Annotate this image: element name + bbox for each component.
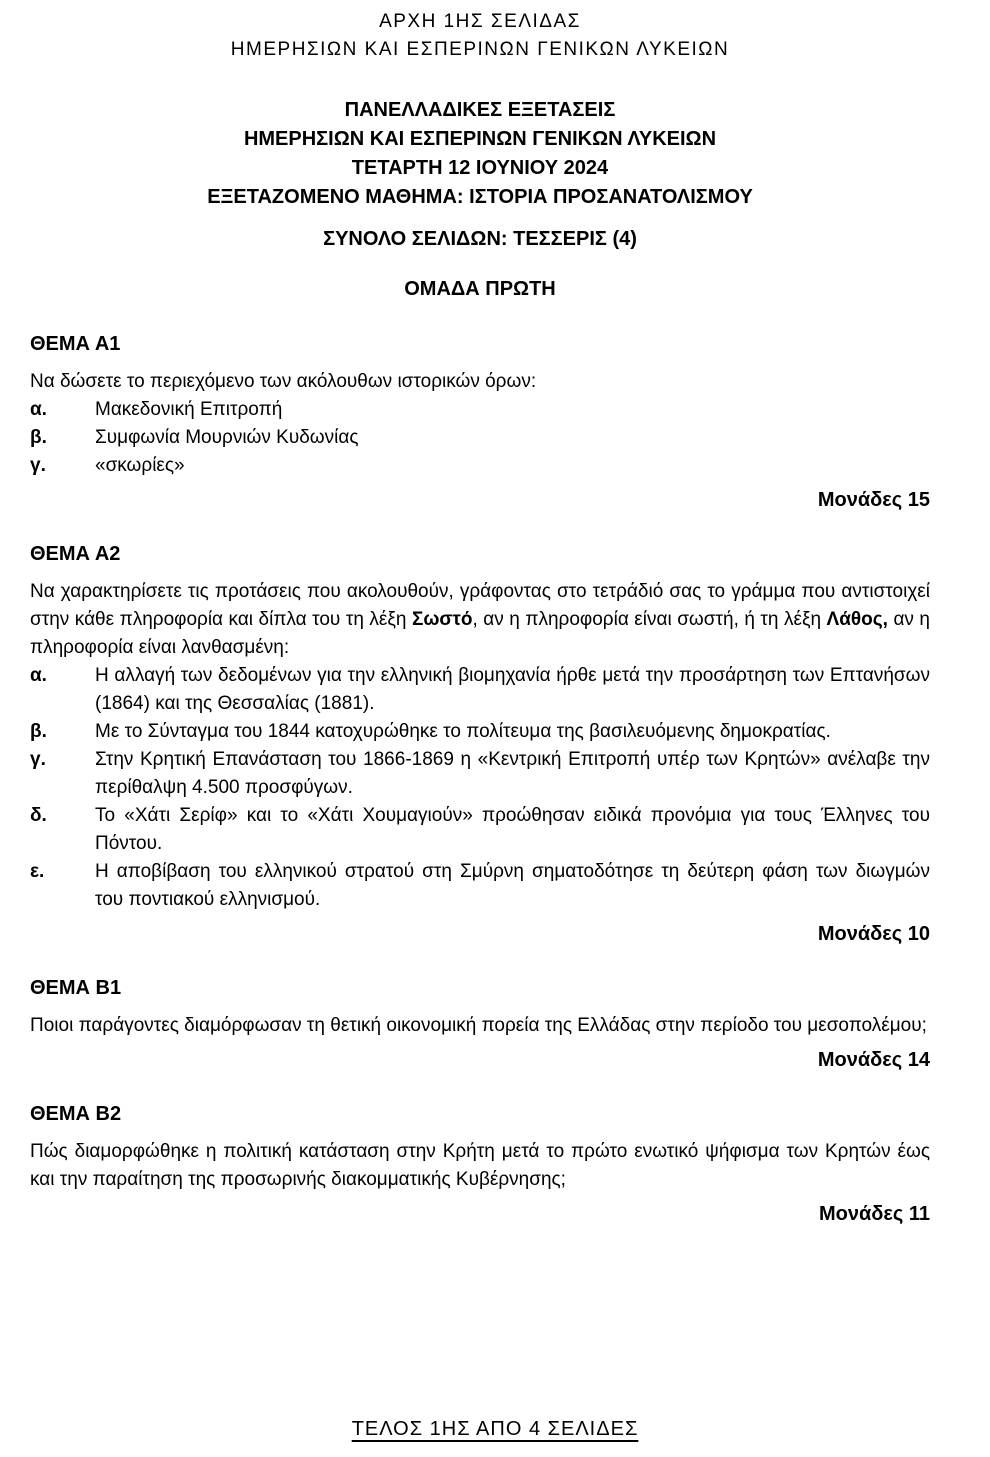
page-footer: ΤΕΛΟΣ 1ΗΣ ΑΠΟ 4 ΣΕΛΙΔΕΣ (351, 1418, 639, 1440)
points-b2: Μονάδες 11 (818, 1203, 930, 1225)
item-marker: β. (30, 721, 47, 742)
section-thema-b2 (30, 1100, 930, 1228)
list-item (30, 662, 930, 718)
list-item (30, 858, 930, 914)
section-thema-b1 (30, 974, 930, 1074)
list-item (30, 718, 930, 746)
item-marker: β. (30, 427, 47, 448)
thema-a1-title: ΘΕΜΑ Α1 (30, 333, 121, 355)
title-school-type: ΗΜΕΡΗΣΙΩΝ ΚΑΙ ΕΣΠΕΡΙΝΩΝ ΓΕΝΙΚΩΝ ΛΥΚΕΙΩΝ (243, 128, 717, 150)
running-header-line1: ΑΡΧΗ 1ΗΣ ΣΕΛΙΔΑΣ (379, 11, 581, 32)
item-text: Μακεδονική Επιτροπή (95, 399, 283, 420)
item-text: Το «Χάτι Σερίφ» και το «Χάτι Χουμαγιούν» προώθησαν ειδικά προνόμια για τους Έλληνες του Πόντου. (95, 805, 930, 854)
running-header (30, 8, 930, 64)
thema-a1-intro: Να δώσετε το περιεχόμενο των ακόλουθων ιστορικών όρων: (30, 371, 537, 392)
item-marker: γ. (30, 749, 46, 770)
item-text: Η αλλαγή των δεδομένων για την ελληνική βιομηχανία ήρθε μετά την προσάρτηση των Επτανήσων (1864) και της Θεσσαλίας (1881). (95, 665, 930, 714)
thema-b2-question: Πώς διαμορφώθηκε η πολιτική κατάσταση στην Κρήτη μετά το πρώτο ενωτικό ψήφισμα των Κρητών έως και την παραίτηση της προσωρινής διακομματικής Κυβέρνησης; (30, 1141, 930, 1190)
thema-a2-list (30, 662, 930, 914)
list-item (30, 802, 930, 858)
item-text: Στην Κρητική Επανάσταση του 1866-1869 η «Κεντρική Επιτροπή υπέρ των Κρητών» ανέλαβε την περίθαλψη 4.500 προσφύγων. (95, 749, 930, 798)
running-header-line2: ΗΜΕΡΗΣΙΩΝ ΚΑΙ ΕΣΠΕΡΙΝΩΝ ΓΕΝΙΚΩΝ ΛΥΚΕΙΩΝ (230, 39, 730, 60)
title-exam-date: ΤΕΤΑΡΤΗ 12 ΙΟΥΝΙΟΥ 2024 (351, 157, 609, 179)
item-marker: γ. (30, 455, 46, 476)
section-thema-a2 (30, 540, 930, 948)
list-item (30, 424, 930, 452)
item-marker: α. (30, 399, 47, 420)
item-marker: α. (30, 665, 47, 686)
thema-b1-question: Ποιοι παράγοντες διαμόρφωσαν τη θετική οικονομική πορεία της Ελλάδας στην περίοδο του μεσοπολέμου; (30, 1015, 927, 1036)
title-block (30, 96, 930, 212)
item-text: Με το Σύνταγμα του 1844 κατοχυρώθηκε το πολίτευμα της βασιλευόμενης δημοκρατίας. (95, 721, 831, 742)
thema-a2-intro (30, 578, 930, 662)
intro-bold-correct: Σωστό (411, 609, 473, 630)
intro-text-part: αν η πληροφορία είναι λανθασμένη: (30, 609, 930, 658)
item-marker: ε. (30, 861, 45, 882)
list-item (30, 452, 930, 480)
item-text: Η αποβίβαση του ελληνικού στρατού στη Σμύρνη σηματοδότησε τη δεύτερη φάση των διωγμών του ποντιακού ελληνισμού. (95, 861, 930, 910)
item-text: «σκωρίες» (95, 455, 185, 476)
intro-bold-wrong: Λάθος, (826, 609, 888, 630)
list-item (30, 396, 930, 424)
section-thema-a1 (30, 330, 930, 514)
thema-a1-list (30, 396, 930, 480)
pages-total: ΣΥΝΟΛΟ ΣΕΛΙΔΩΝ: ΤΕΣΣΕΡΙΣ (4) (323, 228, 637, 250)
title-exam-subject: ΕΞΕΤΑΖΟΜΕΝΟ ΜΑΘΗΜΑ: ΙΣΤΟΡΙΑ ΠΡΟΣΑΝΑΤΟΛΙΣΜΟΥ (207, 186, 753, 208)
thema-a2-title: ΘΕΜΑ Α2 (30, 543, 121, 565)
thema-b1-title: ΘΕΜΑ Β1 (30, 977, 122, 999)
points-b1: Μονάδες 14 (817, 1049, 930, 1071)
group-title: ΟΜΑΔΑ ΠΡΩΤΗ (404, 278, 556, 300)
item-text: Συμφωνία Μουρνιών Κυδωνίας (95, 427, 359, 448)
item-marker: δ. (30, 805, 47, 826)
intro-text-part: Να χαρακτηρίσετε τις προτάσεις που ακολουθούν, γράφοντας στο τετράδιό σας το γράμμα που αντιστοιχεί στην κάθε πληροφορία και δίπλα του τη λέξη (30, 581, 930, 630)
points-a1: Μονάδες 15 (817, 489, 930, 511)
intro-text-part: , αν η πληροφορία είναι σωστή, ή τη λέξη (472, 609, 827, 630)
thema-b2-title: ΘΕΜΑ Β2 (30, 1103, 122, 1125)
points-a2: Μονάδες 10 (817, 923, 930, 945)
title-exams: ΠΑΝΕΛΛΑΔΙΚΕΣ ΕΞΕΤΑΣΕΙΣ (344, 99, 616, 121)
list-item (30, 746, 930, 802)
